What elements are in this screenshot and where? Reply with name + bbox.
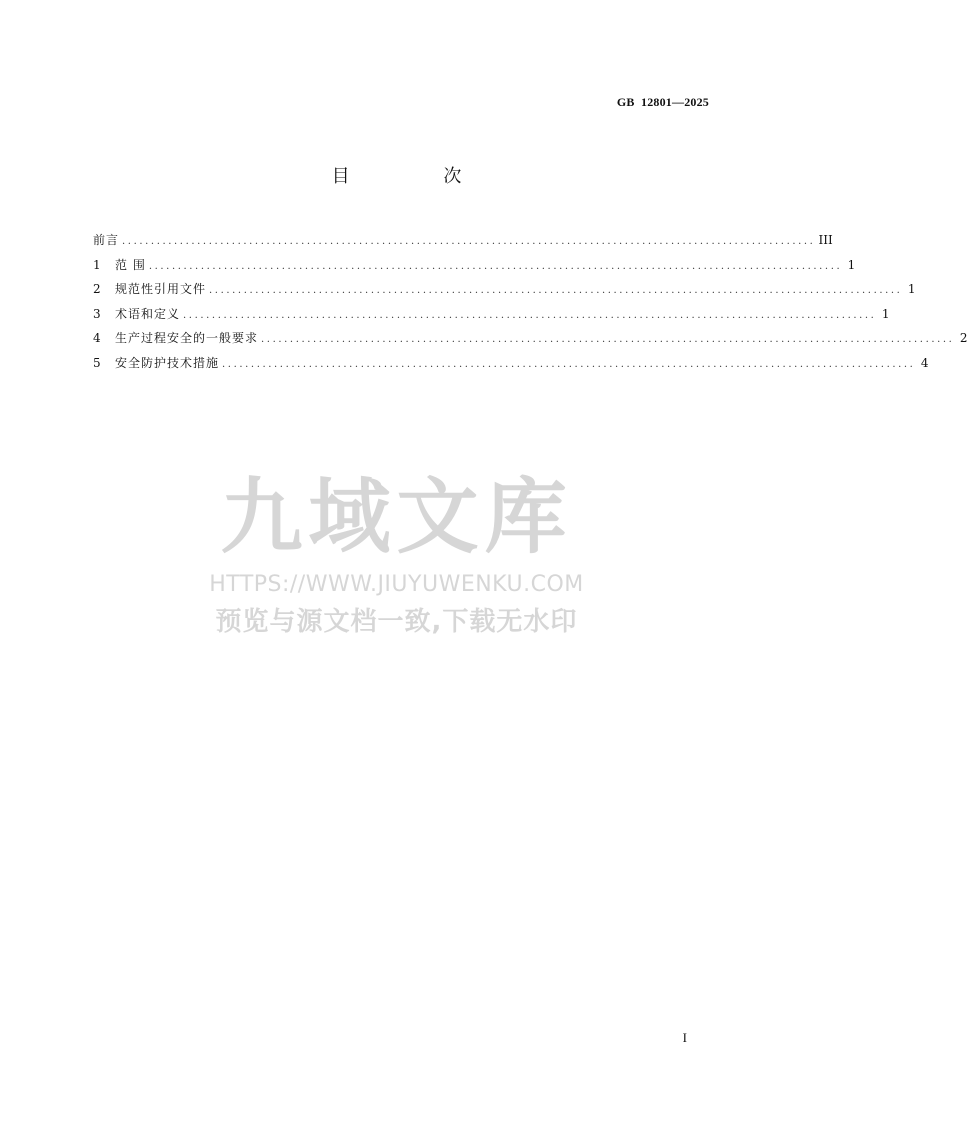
toc-entry-number: 3: [93, 306, 101, 321]
page-number: I: [682, 1030, 687, 1045]
toc-entry-page: 1: [907, 282, 916, 296]
toc-leader-dots: ........................................................................................................................: [222, 358, 916, 370]
toc-list: [93, 228, 967, 375]
toc-title: 目 次: [331, 166, 506, 187]
watermark-url: HTTPS://WWW.JIUYUWENKU.COM: [209, 572, 584, 597]
toc-entry-label: 规范性引用文件: [115, 282, 207, 296]
standard-code: GB 12801—2025: [616, 95, 709, 109]
toc-entry-general-requirements[interactable]: [93, 326, 967, 351]
toc-leader-dots: ........................................................................................................................: [209, 285, 903, 296]
toc-entry-page: 1: [847, 257, 856, 272]
toc-entry-number: 1: [93, 257, 101, 272]
toc-entry-page: III: [818, 233, 833, 247]
toc-entry-label: 术语和定义: [115, 306, 181, 321]
toc-entry-page: 2: [959, 331, 967, 345]
toc-entry-label: 前言: [93, 233, 120, 247]
toc-entry-protection-measures[interactable]: [93, 351, 929, 376]
toc-entry-page: 1: [881, 306, 890, 321]
toc-entry-terms-definitions[interactable]: [93, 302, 890, 327]
toc-entry-page: 4: [920, 355, 929, 370]
toc-entry-label: 生产过程安全的一般要求: [115, 331, 259, 345]
toc-leader-dots: ........................................................................................................................: [148, 260, 843, 272]
toc-entry-label: 安全防护技术措施: [115, 355, 220, 370]
toc-leader-dots: ........................................................................................................................: [183, 309, 877, 321]
toc-entry-foreword[interactable]: [93, 228, 833, 253]
toc-entry-scope[interactable]: [93, 253, 856, 278]
toc-entry-number: 4: [93, 331, 101, 345]
watermark-note: 预览与源文档一致,下载无水印: [215, 607, 578, 637]
toc-entry-normative-references[interactable]: [93, 277, 916, 302]
toc-entry-number: 5: [93, 355, 101, 370]
toc-entry-label: 范 围: [115, 257, 146, 272]
toc-entry-number: 2: [93, 282, 101, 296]
watermark-brand: 九域文库: [220, 470, 573, 565]
watermark: [0, 470, 793, 640]
toc-leader-dots: ........................................................................................................................: [261, 334, 955, 345]
toc-leader-dots: ........................................................................................................................: [122, 236, 816, 247]
